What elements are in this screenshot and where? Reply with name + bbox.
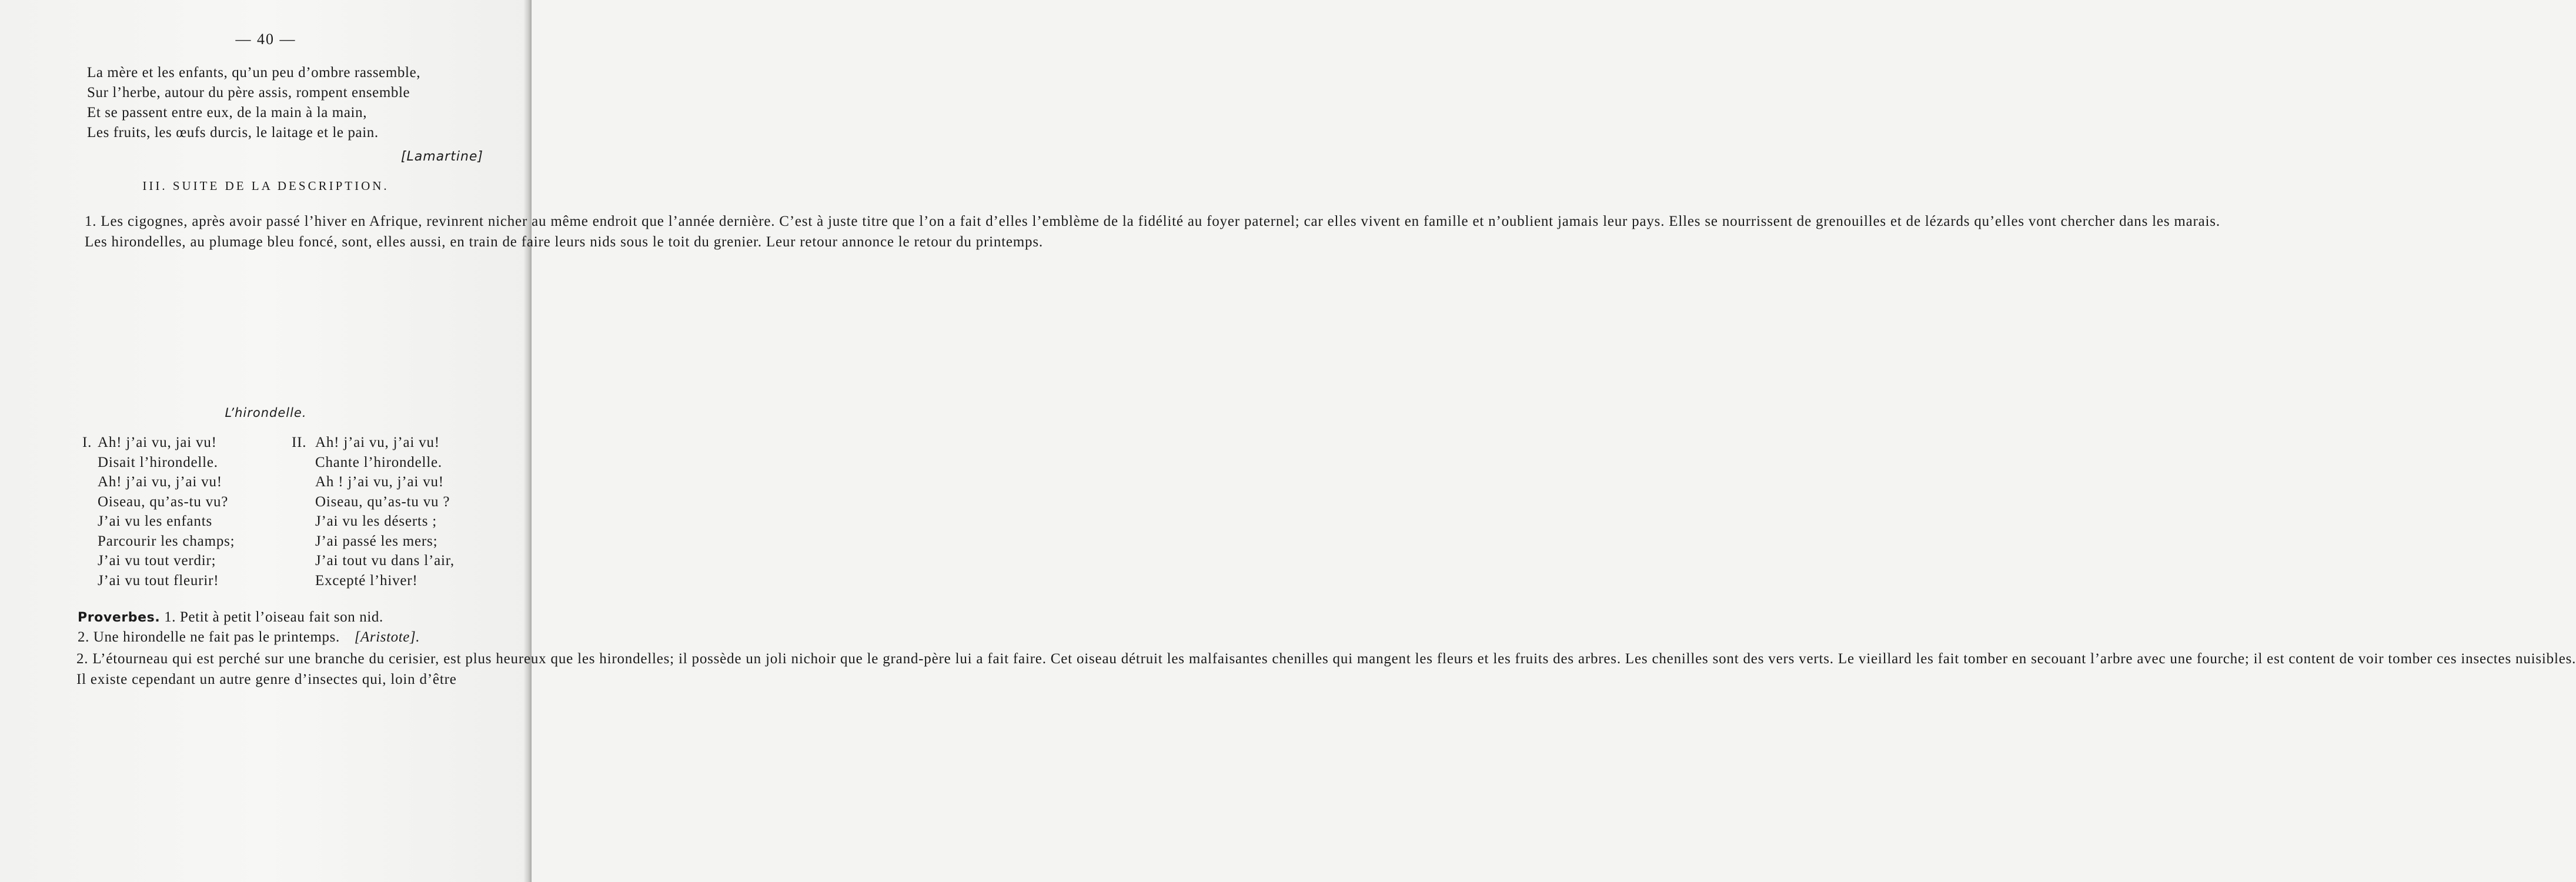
page-number: — 40 — bbox=[235, 31, 296, 48]
stanza-2-line: J’ai passé les mers; bbox=[315, 533, 438, 549]
stanza-1-line: Parcourir les champs; bbox=[98, 533, 235, 549]
verse-line-3: Et se passent entre eux, de la main à la main, bbox=[87, 105, 367, 121]
stanza-2-line: Excepté l’hiver! bbox=[315, 572, 418, 589]
page-edge-shadow bbox=[523, 0, 532, 882]
stanza-1-line: J’ai vu tout fleurir! bbox=[98, 572, 219, 589]
proverbs-label: Proverbes. bbox=[78, 610, 161, 625]
stanza-1-line: J’ai vu les enfants bbox=[98, 513, 213, 529]
stanza-1-line: Oiseau, qu’as-tu vu? bbox=[98, 493, 229, 510]
paragraph-insectes: Il existe cependant un autre genre d’insectes qui, loin d’être bbox=[76, 671, 457, 687]
stanza-2-line: J’ai tout vu dans l’air, bbox=[315, 553, 455, 569]
stanza-2-line: Chante l’hirondelle. bbox=[315, 454, 442, 470]
paragraph-cigognes: 1. Les cigognes, après avoir passé l’hiver en Afrique, revinrent nicher au même endroit que l’année dernière. C’est à juste titre que l’on a fait d’elles l’emblème de la fidélité au foyer paternel; car elles vivent en famille et n’oublient jamais leur pays. Elles se nourrissent de grenouilles et de lézards qu’elles vont chercher dans les marais. bbox=[85, 213, 2220, 229]
poem-stanza-1 bbox=[82, 433, 235, 590]
stanza-1-number: I. bbox=[82, 435, 92, 450]
proverb-attribution: [Aristote]. bbox=[354, 629, 420, 645]
stanza-1-line: Ah! j’ai vu, jai vu! bbox=[98, 435, 217, 450]
verse-line-1: La mère et les enfants, qu’un peu d’ombre rassemble, bbox=[87, 65, 421, 81]
stanza-2-number: II. bbox=[292, 435, 307, 450]
section-heading: III. SUITE DE LA DESCRIPTION. bbox=[142, 179, 389, 193]
section-text bbox=[61, 212, 2220, 252]
paragraph-hirondelles: Les hirondelles, au plumage bleu foncé, sont, elles aussi, en train de faire leurs nids sous le toit du grenier. Leur retour annonce le retour du printemps. bbox=[85, 233, 1043, 250]
opening-author: [Lamartine] bbox=[400, 149, 483, 164]
proverb-item: 2. Une hirondelle ne fait pas le printemps. bbox=[78, 629, 340, 645]
paragraph-etourneau: 2. L’étourneau qui est perché sur une branche du cerisier, est plus heureux que les hirondelles; il possède un joli nichoir que le grand-père lui a fait faire. Cet oiseau détruit les malfaisantes chenilles qui mangent les fleurs et les fruits des arbres. Les chenilles sont des vers verts. Le vieillard les fait tomber en secouant l’arbre avec une fourche; il est content de voir tomber ces insectes nuisibles. bbox=[76, 651, 2576, 667]
proverbs-line-1 bbox=[78, 609, 383, 626]
stanza-2-line: Oiseau, qu’as-tu vu ? bbox=[315, 493, 450, 510]
stanza-1-line: J’ai vu tout verdir; bbox=[98, 553, 216, 569]
poem-stanza-2 bbox=[292, 433, 455, 590]
stanza-2-line: Ah! j’ai vu, j’ai vu! bbox=[315, 435, 440, 450]
verse-line-2: Sur l’herbe, autour du père assis, rompent ensemble bbox=[87, 85, 410, 101]
proverb-item: 1. Petit à petit l’oiseau fait son nid. bbox=[164, 609, 383, 625]
proverbs-line-2 bbox=[78, 629, 420, 646]
poem-title: L’hirondelle. bbox=[225, 406, 307, 420]
final-text bbox=[53, 649, 2576, 690]
stanza-2-line: J’ai vu les déserts ; bbox=[315, 513, 437, 529]
stanza-1-line: Ah! j’ai vu, j’ai vu! bbox=[98, 474, 222, 490]
stanza-1-line: Disait l’hirondelle. bbox=[98, 454, 218, 470]
verse-line-4: Les fruits, les œufs durcis, le laitage et le pain. bbox=[87, 125, 379, 141]
stanza-2-line: Ah ! j’ai vu, j’ai vu! bbox=[315, 474, 444, 490]
